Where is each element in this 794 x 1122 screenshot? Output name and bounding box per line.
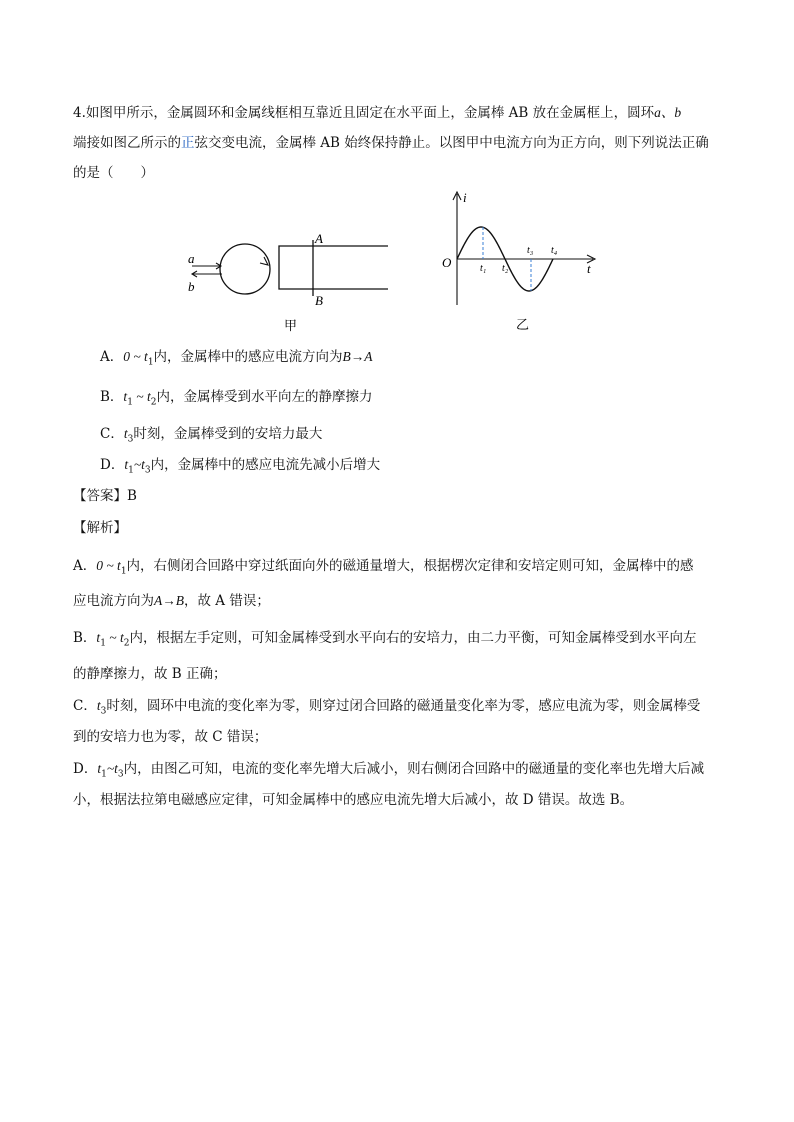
option-a: A．0 ~ $t_1$内，金属棒中的感应电流方向为B→A xyxy=(100,349,373,368)
analysis-a-line-1: A．0 ~ $t_1$内，右侧闭合回路中穿过纸面向外的磁通量增大，根据楞次定律和安培定则可知，金属棒中的感 xyxy=(73,558,694,577)
label-A: A xyxy=(315,231,323,246)
label-t1: t₁ xyxy=(480,263,487,274)
metal-frame xyxy=(279,246,388,289)
question-line-3: 的是（ ） xyxy=(73,165,154,181)
analysis-a-line-2: 应电流方向为A→B，故 A 错误； xyxy=(73,593,270,609)
analysis-b-line-1: B．$t_1$ ~ $t_2$内，根据左手定则，可知金属棒受到水平向右的安培力，由二力平衡，可知金属棒受到水平向左 xyxy=(73,630,697,649)
label-t: t xyxy=(587,261,591,276)
ring-arrow-icon xyxy=(260,257,268,265)
analysis-d-line-2: 小，根据法拉第电磁感应定律，可知金属棒中的感应电流先增大后减小，故 D 错误。故选 B。 xyxy=(73,792,634,808)
analysis-title: 【解析】 xyxy=(73,520,127,536)
option-c: C．$t_3$时刻，金属棒受到的安培力最大 xyxy=(100,426,323,445)
question-line-2: 端接如图乙所示的正弦交变电流，金属棒 AB 始终保持静止。以图甲中电流方向为正方向，则下列说法正确 xyxy=(73,135,709,151)
label-i: i xyxy=(463,190,467,205)
label-O: O xyxy=(442,255,452,270)
label-b: b xyxy=(188,279,195,294)
analysis-b-line-2: 的静摩擦力，故 B 正确； xyxy=(73,666,227,682)
label-t3: t₃ xyxy=(527,245,534,256)
figure-jia xyxy=(180,225,395,335)
analysis-d-line-1: D．$t_1\sim t_3$内，由图乙可知，电流的变化率先增大后减小，则右侧闭合回路中的磁通量的变化率也先增大后减 xyxy=(73,761,705,780)
metal-ring xyxy=(220,244,270,294)
analysis-c-line-2: 到的安培力也为零，故 C 错误； xyxy=(73,729,268,745)
answer-line: 【答案】B xyxy=(73,488,137,504)
label-t4: t₄ xyxy=(551,245,558,256)
caption-yi: 乙 xyxy=(516,317,530,332)
label-a: a xyxy=(188,251,195,266)
caption-jia: 甲 xyxy=(284,318,298,333)
question-line-1: 4.如图甲所示，金属圆环和金属线框相互靠近且固定在水平面上，金属棒 AB 放在金属框上，圆环a、b xyxy=(73,105,682,121)
label-t2: t₂ xyxy=(502,263,509,274)
option-b: B．$t_1$ ~ $t_2$内，金属棒受到水平向左的静摩擦力 xyxy=(100,389,373,408)
option-d: D．$t_1\sim t_3$内，金属棒中的感应电流先减小后增大 xyxy=(100,457,381,476)
label-B: B xyxy=(315,293,323,308)
analysis-c-line-1: C．$t_3$时刻，圆环中电流的变化率为零，则穿过闭合回路的磁通量变化率为零，感应电流为零，则金属棒受 xyxy=(73,698,701,717)
figure-yi xyxy=(436,187,606,332)
